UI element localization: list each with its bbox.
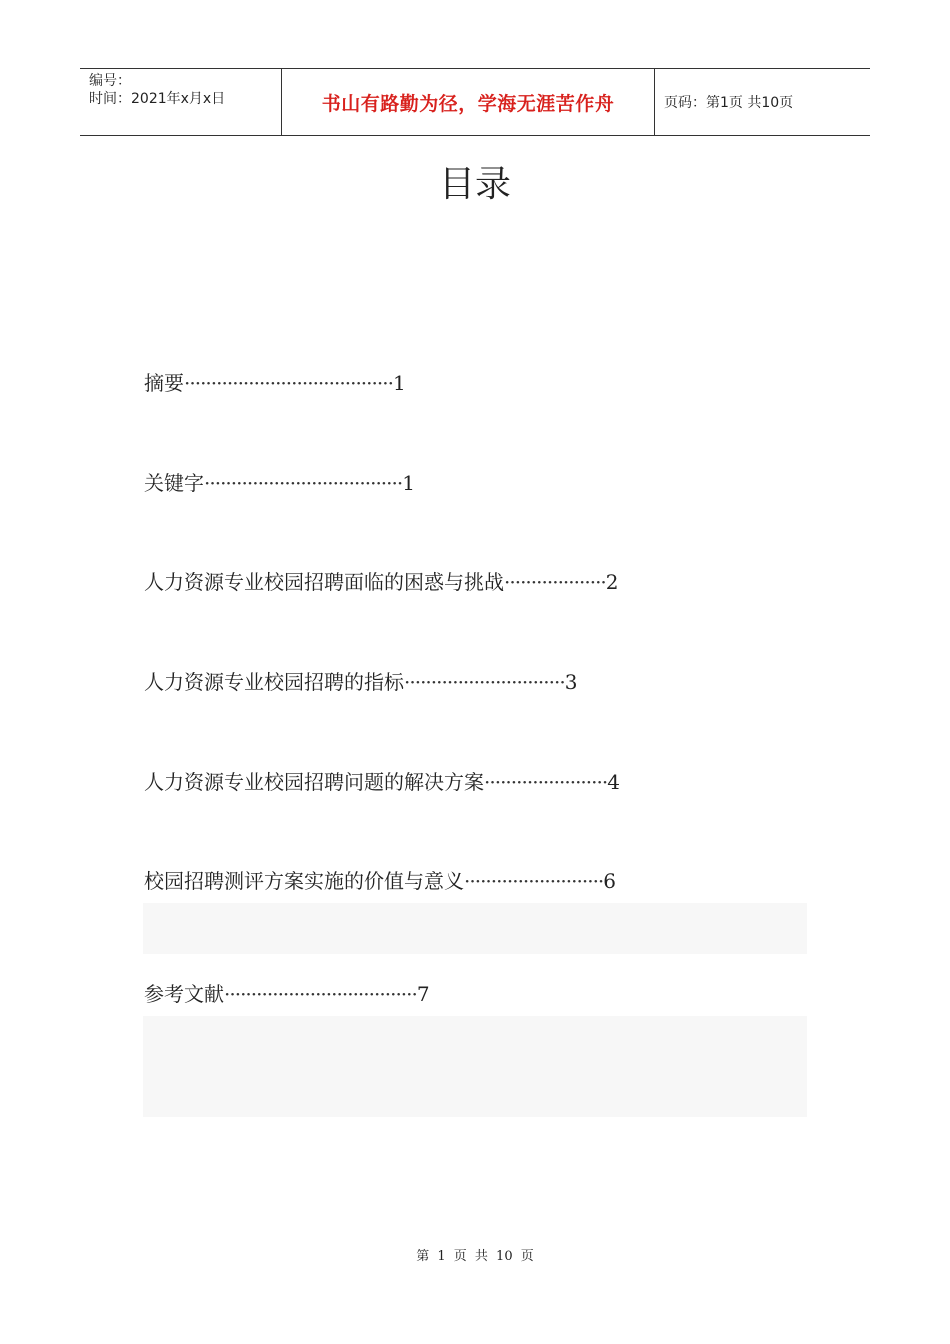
toc-leader: ··························	[464, 869, 604, 893]
toc-entry-page: 6	[603, 869, 617, 893]
toc-leader: ···················	[504, 570, 606, 594]
header-page-cell	[655, 69, 870, 135]
toc-entry-page: 1	[402, 471, 415, 495]
shaded-block	[143, 903, 807, 954]
toc-entry-label: 人力资源专业校园招聘面临的困惑与挑战	[144, 570, 504, 594]
toc-entry[interactable]	[144, 768, 620, 796]
toc-entry[interactable]	[144, 568, 619, 596]
toc-entry[interactable]	[144, 980, 430, 1008]
toc-entry-page: 2	[605, 570, 619, 594]
toc-entry-label: 人力资源专业校园招聘的指标	[144, 670, 404, 694]
toc-entry[interactable]	[144, 469, 415, 497]
toc-leader: ····································	[224, 982, 417, 1006]
toc-entry-label: 参考文献	[144, 982, 224, 1006]
toc-entry-page: 1	[392, 371, 406, 395]
page-footer: 第 1 页 共 10 页	[416, 1249, 534, 1264]
toc-leader: ·····································	[204, 471, 403, 495]
toc-entry-page: 4	[607, 770, 620, 794]
header-motto-cell	[282, 69, 655, 135]
toc-entry[interactable]	[144, 867, 616, 895]
toc-entry-label: 关键字	[144, 471, 204, 495]
header-meta-cell	[80, 69, 282, 135]
toc-leader: ·······················	[484, 770, 608, 794]
toc-entry-label: 摘要	[144, 371, 184, 395]
toc-entry-page: 3	[564, 670, 578, 694]
motto-text: 书山有路勤为径，学海无涯苦作舟	[321, 92, 615, 115]
toc-entry-page: 7	[416, 982, 430, 1006]
toc-entry-label: 校园招聘测评方案实施的价值与意义	[144, 869, 464, 893]
toc-entry[interactable]	[144, 369, 406, 397]
page-header	[80, 68, 870, 136]
page-label: 页码：第1页 共10页	[664, 95, 794, 111]
code-label: 编号：	[89, 73, 131, 89]
toc-title: 目录	[438, 164, 511, 205]
shaded-block	[143, 1016, 807, 1117]
toc-entry-label: 人力资源专业校园招聘问题的解决方案	[144, 770, 484, 794]
date-label: 时间：2021年x月x日	[89, 91, 226, 107]
toc-entry[interactable]	[144, 668, 577, 696]
toc-leader: ·······································	[184, 371, 393, 395]
toc-leader: ······························	[404, 670, 565, 694]
